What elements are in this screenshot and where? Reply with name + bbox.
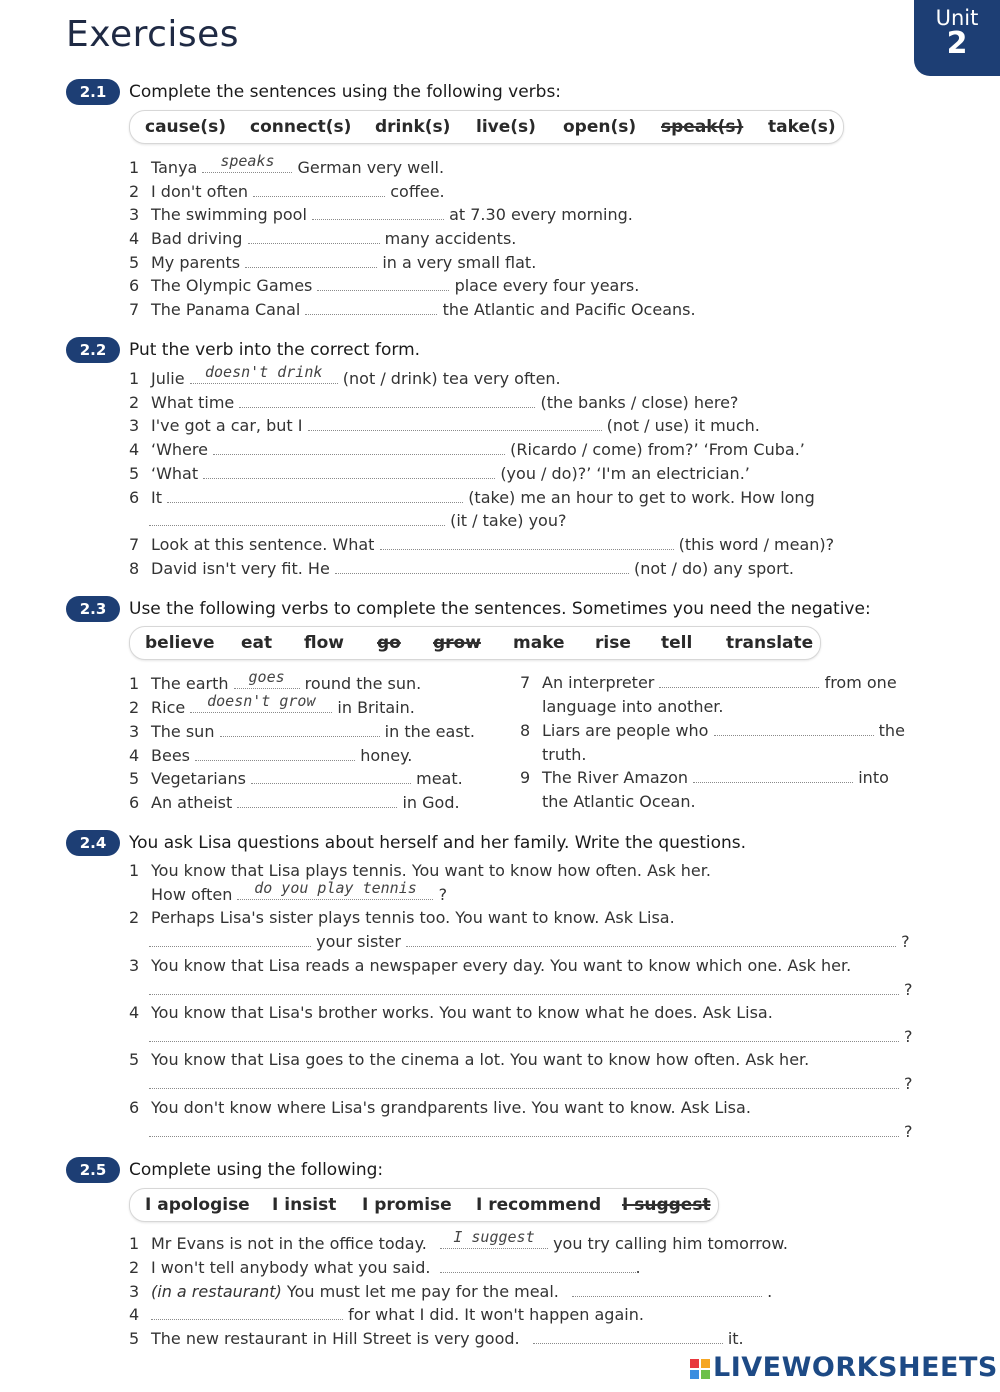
sentence-item: 9 The River Amazon into [520, 768, 889, 787]
word-option: drink(s) [375, 117, 451, 137]
answer-field[interactable] [167, 488, 463, 503]
answer-field[interactable] [195, 746, 355, 761]
answer-field[interactable] [714, 721, 874, 736]
answer-field[interactable] [237, 793, 397, 808]
exercise-instruction: Complete the sentences using the following verbs: [129, 82, 562, 102]
sentence-item: 3 (in a restaurant) You must let me pay for the meal. . [129, 1282, 773, 1301]
word-option: open(s) [563, 117, 637, 137]
sentence-item: 5 Vegetarians meat. [129, 769, 463, 788]
answer-field[interactable] [659, 673, 819, 688]
exercise-instruction: Use the following verbs to complete the sentences. Sometimes you need the negative: [129, 599, 871, 619]
answer-field[interactable] [149, 1136, 899, 1137]
word-option: rise [595, 633, 631, 653]
answer-field[interactable] [305, 300, 437, 315]
question-item: 3 You know that Lisa reads a newspaper every day. You want to know which one. Ask her. [129, 956, 852, 975]
answer-field[interactable]: doesn't drink [190, 369, 338, 384]
sentence-item: 3 The sun in the east. [129, 722, 476, 741]
answer-field[interactable] [213, 440, 505, 455]
question-item: 2 Perhaps Lisa's sister plays tennis too. You want to know. Ask Lisa. [129, 908, 675, 927]
question-item: 4 You know that Lisa's brother works. You want to know what he does. Ask Lisa. [129, 1003, 773, 1022]
unit-label: Unit [935, 6, 979, 30]
sentence-item: 4 for what I did. It won't happen again. [129, 1305, 644, 1324]
sentence-item: 6 An atheist in God. [129, 793, 460, 812]
word-option: eat [241, 633, 273, 653]
word-option: connect(s) [250, 117, 352, 137]
unit-number: 2 [946, 26, 968, 61]
sentence-item: 2 Rice doesn't grow in Britain. [129, 692, 415, 717]
answer-field[interactable] [253, 182, 385, 197]
question-item: 5 You know that Lisa goes to the cinema a lot. You want to know how often. Ask her. [129, 1050, 810, 1069]
answer-field[interactable] [312, 205, 444, 220]
word-option-used: I suggest [622, 1195, 711, 1215]
word-option: tell [661, 633, 693, 653]
answer-field[interactable] [203, 464, 495, 479]
sentence-item: 2 What time (the banks / close) here? [129, 393, 739, 412]
answer-field[interactable] [151, 1305, 343, 1320]
unit-tab [914, 0, 1000, 76]
answer-field[interactable] [149, 511, 445, 526]
liveworksheets-logo [690, 1352, 998, 1383]
sentence-item: 3 The swimming pool at 7.30 every morning. [129, 205, 633, 224]
answer-field[interactable]: goes [234, 674, 300, 689]
sentence-continuation: the Atlantic Ocean. [542, 792, 696, 811]
answer-field[interactable] [239, 393, 535, 408]
sentence-item: 1 Tanya speaks German very well. [129, 152, 445, 177]
sentence-item: 2 I don't often coffee. [129, 182, 445, 201]
sentence-item: 8 David isn't very fit. He (not / do) any sport. [129, 559, 794, 578]
answer-field[interactable]: do you play tennis [237, 885, 433, 900]
sentence-item: 4 ‘Where (Ricardo / come) from?’ ‘From Cuba.’ [129, 440, 805, 459]
sentence-item: 5 The new restaurant in Hill Street is very good. it. [129, 1329, 744, 1348]
answer-field[interactable] [406, 932, 896, 947]
answer-field[interactable] [149, 1041, 899, 1042]
word-option: I recommend [476, 1195, 602, 1215]
answer-field[interactable]: I suggest [440, 1234, 548, 1249]
sentence-continuation: truth. [542, 745, 587, 764]
answer-field[interactable] [308, 416, 602, 431]
page-title: Exercises [66, 14, 240, 55]
word-option-used: go [377, 633, 401, 653]
brand-grid-icon [690, 1359, 710, 1379]
question-mark: ? [904, 1122, 913, 1141]
answer-field[interactable] [248, 229, 380, 244]
exercise-badge: 2.4 [66, 830, 120, 856]
exercise-instruction: Complete using the following: [129, 1160, 384, 1180]
sentence-item: 4 Bad driving many accidents. [129, 229, 517, 248]
answer-field[interactable] [220, 722, 380, 737]
answer-field[interactable] [149, 932, 311, 947]
answer-field[interactable] [380, 535, 674, 550]
sentence-item: 1 Julie doesn't drink (not / drink) tea very often. [129, 363, 561, 388]
question-item: 6 You don't know where Lisa's grandparents live. You want to know. Ask Lisa. [129, 1098, 751, 1117]
answer-field[interactable] [251, 769, 411, 784]
word-option: believe [145, 633, 215, 653]
word-option: live(s) [476, 117, 536, 137]
answer-field[interactable] [245, 253, 377, 268]
word-option: take(s) [768, 117, 836, 137]
exercise-badge: 2.3 [66, 596, 120, 622]
answer-field[interactable] [335, 559, 629, 574]
answer-field[interactable]: speaks [202, 158, 292, 173]
sentence-item: 5 ‘What (you / do)?’ ‘I'm an electrician.’ [129, 464, 750, 483]
question-item: 1 You know that Lisa plays tennis. You want to know how often. Ask her. [129, 861, 711, 880]
exercise-instruction: Put the verb into the correct form. [129, 340, 421, 360]
word-option-used: speak(s) [661, 117, 744, 137]
answer-field[interactable]: doesn't grow [190, 698, 332, 713]
brand-name: LIVEWORKSHEETS [713, 1352, 998, 1383]
question-mark: ? [904, 980, 913, 999]
sentence-item: 1 Mr Evans is not in the office today. I suggest you try calling him tomorrow. [129, 1228, 788, 1253]
exercise-badge: 2.5 [66, 1157, 120, 1183]
sentence-item: 2 I won't tell anybody what you said. . [129, 1258, 641, 1277]
word-option: flow [304, 633, 344, 653]
sentence-item: 6 The Olympic Games place every four years. [129, 276, 640, 295]
answer-line: your sister ? [149, 932, 910, 951]
word-option: I insist [272, 1195, 337, 1215]
sentence-item: 7 An interpreter from one [520, 673, 897, 692]
exercise-instruction: You ask Lisa questions about herself and her family. Write the questions. [129, 833, 747, 853]
word-option: I promise [362, 1195, 452, 1215]
sentence-item: (it / take) you? [149, 511, 566, 530]
sentence-item: 6 It (take) me an hour to get to work. How long [129, 488, 815, 507]
answer-line: How often do you play tennis ? [151, 879, 448, 904]
sentence-item: 8 Liars are people who the [520, 721, 905, 740]
exercise-badge: 2.1 [66, 79, 120, 105]
word-option-used: grow [433, 633, 481, 653]
answer-field[interactable] [149, 994, 899, 995]
answer-field[interactable] [317, 276, 449, 291]
answer-field[interactable] [693, 768, 853, 783]
word-option: make [513, 633, 565, 653]
exercise-badge: 2.2 [66, 337, 120, 363]
sentence-continuation: language into another. [542, 697, 724, 716]
answer-field[interactable] [572, 1282, 762, 1297]
answer-field[interactable] [149, 1088, 899, 1089]
question-mark: ? [904, 1074, 913, 1093]
word-option: cause(s) [145, 117, 226, 137]
answer-field[interactable] [533, 1329, 723, 1344]
answer-field[interactable] [440, 1258, 636, 1273]
sentence-item: 7 The Panama Canal the Atlantic and Pacific Oceans. [129, 300, 696, 319]
sentence-item: 1 The earth goes round the sun. [129, 668, 422, 693]
sentence-item: 5 My parents in a very small flat. [129, 253, 537, 272]
sentence-item: 4 Bees honey. [129, 746, 413, 765]
word-option: I apologise [145, 1195, 250, 1215]
question-mark: ? [904, 1027, 913, 1046]
sentence-item: 3 I've got a car, but I (not / use) it much. [129, 416, 760, 435]
word-option: translate [726, 633, 814, 653]
sentence-item: 7 Look at this sentence. What (this word / mean)? [129, 535, 835, 554]
